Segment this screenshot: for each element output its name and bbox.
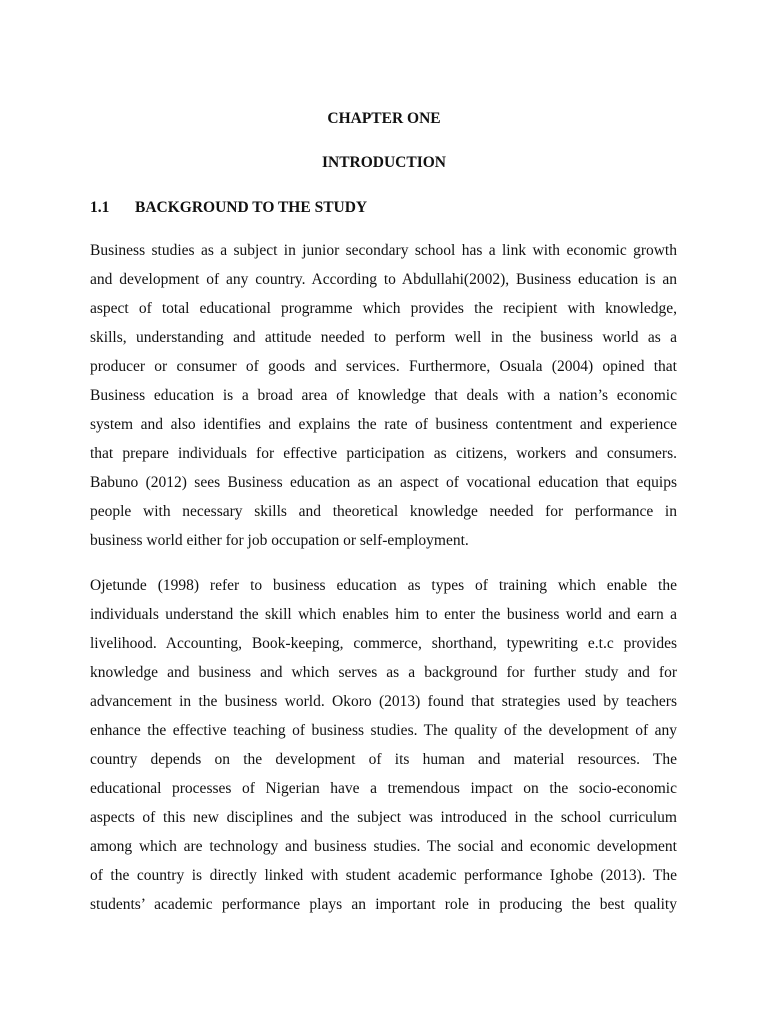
chapter-subtitle: INTRODUCTION bbox=[321, 154, 446, 171]
paragraph-line: producer or consumer of goods and services. Furthermore, Osuala (2004) opined that bbox=[90, 358, 677, 375]
paragraph-line: business world either for job occupation or self-employment. bbox=[90, 532, 469, 549]
paragraph-line: skills, understanding and attitude needed to perform well in the business world as a bbox=[90, 329, 677, 346]
paragraph-line: enhance the effective teaching of business studies. The quality of the development of any bbox=[90, 722, 677, 739]
paragraph-line: Babuno (2012) sees Business education as an aspect of vocational education that equips bbox=[90, 474, 677, 491]
section-heading bbox=[90, 198, 367, 218]
paragraph-line: of the country is directly linked with student academic performance Ighobe (2013). The bbox=[90, 867, 677, 884]
chapter-title: CHAPTER ONE bbox=[327, 110, 441, 127]
paragraph-line: individuals understand the skill which enables him to enter the business world and earn a bbox=[90, 606, 677, 623]
paragraph-2 bbox=[90, 571, 677, 919]
paragraph-1 bbox=[90, 236, 677, 555]
paragraph-line: knowledge and business and which serves as a background for further study and for bbox=[90, 664, 677, 681]
paragraph-line: Business studies as a subject in junior secondary school has a link with economic growth bbox=[90, 242, 677, 259]
paragraph-line: and development of any country. According to Abdullahi(2002), Business education is an bbox=[90, 271, 677, 288]
paragraph-line: aspects of this new disciplines and the subject was introduced in the school curriculum bbox=[90, 809, 677, 826]
paragraph-line: that prepare individuals for effective participation as citizens, workers and consumers. bbox=[90, 445, 677, 462]
paragraph-line: advancement in the business world. Okoro (2013) found that strategies used by teachers bbox=[90, 693, 677, 710]
paragraph-line: among which are technology and business studies. The social and economic development bbox=[90, 838, 677, 855]
paragraph-line: country depends on the development of its human and material resources. The bbox=[90, 751, 677, 768]
section-title: BACKGROUND TO THE STUDY bbox=[135, 199, 368, 216]
paragraph-line: livelihood. Accounting, Book-keeping, commerce, shorthand, typewriting e.t.c provides bbox=[90, 635, 677, 652]
paragraph-line: people with necessary skills and theoretical knowledge needed for performance in bbox=[90, 503, 677, 520]
paragraph-line: Ojetunde (1998) refer to business education as types of training which enable the bbox=[90, 577, 677, 594]
section-number: 1.1 bbox=[90, 199, 110, 216]
paragraph-line: students’ academic performance plays an important role in producing the best quality bbox=[90, 896, 677, 913]
paragraph-line: aspect of total educational programme which provides the recipient with knowledge, bbox=[90, 300, 677, 317]
paragraph-line: system and also identifies and explains the rate of business contentment and experience bbox=[90, 416, 677, 433]
paragraph-line: educational processes of Nigerian have a tremendous impact on the socio-economic bbox=[90, 780, 677, 797]
paragraph-line: Business education is a broad area of knowledge that deals with a nation’s economic bbox=[90, 387, 677, 404]
